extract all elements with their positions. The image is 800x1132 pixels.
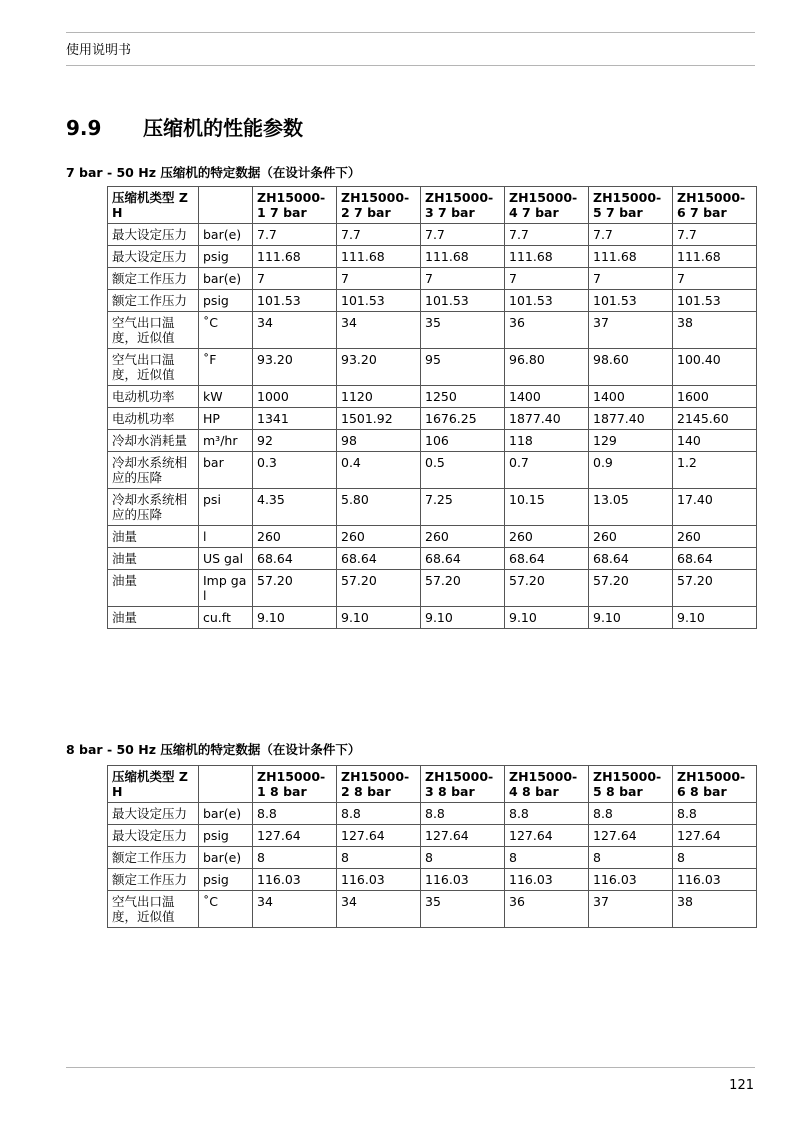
unit-cell: ˚F bbox=[199, 349, 253, 386]
value-cell: 116.03 bbox=[589, 869, 673, 891]
value-cell: 260 bbox=[589, 526, 673, 548]
value-cell: 1676.25 bbox=[421, 408, 505, 430]
table-row bbox=[108, 312, 757, 349]
value-cell: 35 bbox=[421, 312, 505, 349]
table-row bbox=[108, 869, 757, 891]
spec-table-8bar bbox=[107, 765, 757, 928]
value-cell: 37 bbox=[589, 312, 673, 349]
value-cell: 37 bbox=[589, 891, 673, 928]
value-cell: 7 bbox=[505, 268, 589, 290]
value-cell: 111.68 bbox=[505, 246, 589, 268]
value-cell: 260 bbox=[505, 526, 589, 548]
header-cell: ZH15000-1 8 bar bbox=[253, 766, 337, 803]
value-cell: 4.35 bbox=[253, 489, 337, 526]
header-cell: ZH15000-3 8 bar bbox=[421, 766, 505, 803]
header-cell: ZH15000-3 7 bar bbox=[421, 187, 505, 224]
unit-cell: bar(e) bbox=[199, 847, 253, 869]
section-heading bbox=[66, 112, 303, 141]
value-cell: 9.10 bbox=[589, 607, 673, 629]
value-cell: 106 bbox=[421, 430, 505, 452]
table-row bbox=[108, 607, 757, 629]
table-header-row bbox=[108, 187, 757, 224]
value-cell: 7.7 bbox=[337, 224, 421, 246]
value-cell: 17.40 bbox=[673, 489, 757, 526]
unit-cell: bar(e) bbox=[199, 268, 253, 290]
value-cell: 111.68 bbox=[253, 246, 337, 268]
value-cell: 13.05 bbox=[589, 489, 673, 526]
parameter-cell: 电动机功率 bbox=[108, 408, 199, 430]
value-cell: 260 bbox=[421, 526, 505, 548]
parameter-cell: 冷却水消耗量 bbox=[108, 430, 199, 452]
value-cell: 127.64 bbox=[253, 825, 337, 847]
parameter-cell: 最大设定压力 bbox=[108, 803, 199, 825]
value-cell: 68.64 bbox=[421, 548, 505, 570]
unit-cell: psi bbox=[199, 489, 253, 526]
value-cell: 36 bbox=[505, 312, 589, 349]
section-number: 9.9 bbox=[66, 116, 102, 140]
unit-cell: ˚C bbox=[199, 312, 253, 349]
value-cell: 1501.92 bbox=[337, 408, 421, 430]
value-cell: 8 bbox=[421, 847, 505, 869]
value-cell: 8 bbox=[337, 847, 421, 869]
value-cell: 1600 bbox=[673, 386, 757, 408]
value-cell: 8.8 bbox=[505, 803, 589, 825]
value-cell: 36 bbox=[505, 891, 589, 928]
table-row bbox=[108, 349, 757, 386]
value-cell: 34 bbox=[253, 312, 337, 349]
value-cell: 1341 bbox=[253, 408, 337, 430]
value-cell: 127.64 bbox=[589, 825, 673, 847]
table-row bbox=[108, 290, 757, 312]
value-cell: 68.64 bbox=[505, 548, 589, 570]
value-cell: 7 bbox=[337, 268, 421, 290]
header-cell: ZH15000-4 7 bar bbox=[505, 187, 589, 224]
value-cell: 140 bbox=[673, 430, 757, 452]
parameter-cell: 冷却水系统相应的压降 bbox=[108, 452, 199, 489]
value-cell: 7 bbox=[673, 268, 757, 290]
value-cell: 57.20 bbox=[421, 570, 505, 607]
value-cell: 57.20 bbox=[589, 570, 673, 607]
header-cell: ZH15000-5 7 bar bbox=[589, 187, 673, 224]
unit-cell: bar(e) bbox=[199, 803, 253, 825]
value-cell: 111.68 bbox=[589, 246, 673, 268]
header-cell: ZH15000-6 8 bar bbox=[673, 766, 757, 803]
value-cell: 260 bbox=[673, 526, 757, 548]
table-caption-7bar: 7 bar - 50 Hz 压缩机的特定数据（在设计条件下） bbox=[66, 165, 361, 180]
value-cell: 57.20 bbox=[253, 570, 337, 607]
value-cell: 2145.60 bbox=[673, 408, 757, 430]
value-cell: 68.64 bbox=[589, 548, 673, 570]
unit-cell: Imp gal bbox=[199, 570, 253, 607]
value-cell: 7.7 bbox=[589, 224, 673, 246]
parameter-cell: 额定工作压力 bbox=[108, 290, 199, 312]
value-cell: 100.40 bbox=[673, 349, 757, 386]
value-cell: 68.64 bbox=[673, 548, 757, 570]
value-cell: 7.7 bbox=[673, 224, 757, 246]
value-cell: 260 bbox=[253, 526, 337, 548]
table-row bbox=[108, 489, 757, 526]
value-cell: 34 bbox=[337, 312, 421, 349]
value-cell: 9.10 bbox=[673, 607, 757, 629]
header-cell bbox=[199, 766, 253, 803]
header-cell: ZH15000-2 8 bar bbox=[337, 766, 421, 803]
header-cell: ZH15000-4 8 bar bbox=[505, 766, 589, 803]
value-cell: 8.8 bbox=[421, 803, 505, 825]
section-title: 压缩机的性能参数 bbox=[143, 116, 303, 140]
value-cell: 34 bbox=[337, 891, 421, 928]
parameter-cell: 额定工作压力 bbox=[108, 847, 199, 869]
value-cell: 0.4 bbox=[337, 452, 421, 489]
value-cell: 68.64 bbox=[253, 548, 337, 570]
table-row bbox=[108, 408, 757, 430]
value-cell: 1000 bbox=[253, 386, 337, 408]
value-cell: 1400 bbox=[589, 386, 673, 408]
value-cell: 116.03 bbox=[337, 869, 421, 891]
header-cell: 压缩机类型 ZH bbox=[108, 187, 199, 224]
header-rule-bottom bbox=[66, 65, 755, 66]
value-cell: 57.20 bbox=[337, 570, 421, 607]
value-cell: 9.10 bbox=[253, 607, 337, 629]
table-row bbox=[108, 452, 757, 489]
parameter-cell: 油量 bbox=[108, 526, 199, 548]
table-row bbox=[108, 825, 757, 847]
value-cell: 92 bbox=[253, 430, 337, 452]
value-cell: 9.10 bbox=[505, 607, 589, 629]
header-rule-top bbox=[66, 32, 755, 33]
unit-cell: kW bbox=[199, 386, 253, 408]
page-number: 121 bbox=[729, 1078, 754, 1093]
unit-cell: psig bbox=[199, 290, 253, 312]
table-row bbox=[108, 268, 757, 290]
value-cell: 7.7 bbox=[505, 224, 589, 246]
parameter-cell: 空气出口温度，近似值 bbox=[108, 312, 199, 349]
value-cell: 8.8 bbox=[589, 803, 673, 825]
unit-cell: US gal bbox=[199, 548, 253, 570]
parameter-cell: 最大设定压力 bbox=[108, 224, 199, 246]
value-cell: 0.7 bbox=[505, 452, 589, 489]
unit-cell: l bbox=[199, 526, 253, 548]
unit-cell: bar(e) bbox=[199, 224, 253, 246]
value-cell: 101.53 bbox=[673, 290, 757, 312]
table-row bbox=[108, 430, 757, 452]
footer-rule bbox=[66, 1067, 755, 1068]
value-cell: 101.53 bbox=[421, 290, 505, 312]
value-cell: 7.7 bbox=[421, 224, 505, 246]
value-cell: 57.20 bbox=[505, 570, 589, 607]
value-cell: 98.60 bbox=[589, 349, 673, 386]
parameter-cell: 空气出口温度，近似值 bbox=[108, 349, 199, 386]
value-cell: 8 bbox=[673, 847, 757, 869]
value-cell: 8 bbox=[253, 847, 337, 869]
parameter-cell: 最大设定压力 bbox=[108, 825, 199, 847]
parameter-cell: 额定工作压力 bbox=[108, 869, 199, 891]
value-cell: 127.64 bbox=[337, 825, 421, 847]
spec-table-7bar bbox=[107, 186, 757, 629]
value-cell: 0.3 bbox=[253, 452, 337, 489]
value-cell: 127.64 bbox=[421, 825, 505, 847]
unit-cell: HP bbox=[199, 408, 253, 430]
parameter-cell: 油量 bbox=[108, 570, 199, 607]
value-cell: 34 bbox=[253, 891, 337, 928]
header-cell: ZH15000-6 7 bar bbox=[673, 187, 757, 224]
value-cell: 1.2 bbox=[673, 452, 757, 489]
table-row bbox=[108, 224, 757, 246]
parameter-cell: 额定工作压力 bbox=[108, 268, 199, 290]
value-cell: 35 bbox=[421, 891, 505, 928]
value-cell: 93.20 bbox=[253, 349, 337, 386]
value-cell: 116.03 bbox=[421, 869, 505, 891]
unit-cell: ˚C bbox=[199, 891, 253, 928]
value-cell: 111.68 bbox=[337, 246, 421, 268]
parameter-cell: 冷却水系统相应的压降 bbox=[108, 489, 199, 526]
value-cell: 111.68 bbox=[673, 246, 757, 268]
value-cell: 127.64 bbox=[673, 825, 757, 847]
value-cell: 8 bbox=[589, 847, 673, 869]
value-cell: 38 bbox=[673, 312, 757, 349]
value-cell: 93.20 bbox=[337, 349, 421, 386]
value-cell: 9.10 bbox=[337, 607, 421, 629]
unit-cell: psig bbox=[199, 246, 253, 268]
document-header-title: 使用说明书 bbox=[66, 43, 132, 58]
value-cell: 10.15 bbox=[505, 489, 589, 526]
value-cell: 7 bbox=[589, 268, 673, 290]
value-cell: 96.80 bbox=[505, 349, 589, 386]
value-cell: 101.53 bbox=[589, 290, 673, 312]
parameter-cell: 油量 bbox=[108, 607, 199, 629]
value-cell: 101.53 bbox=[505, 290, 589, 312]
value-cell: 0.9 bbox=[589, 452, 673, 489]
value-cell: 68.64 bbox=[337, 548, 421, 570]
header-cell: 压缩机类型 ZH bbox=[108, 766, 199, 803]
header-cell bbox=[199, 187, 253, 224]
header-cell: ZH15000-1 7 bar bbox=[253, 187, 337, 224]
header-cell: ZH15000-5 8 bar bbox=[589, 766, 673, 803]
header-cell: ZH15000-2 7 bar bbox=[337, 187, 421, 224]
value-cell: 98 bbox=[337, 430, 421, 452]
table-row bbox=[108, 548, 757, 570]
value-cell: 9.10 bbox=[421, 607, 505, 629]
value-cell: 116.03 bbox=[253, 869, 337, 891]
value-cell: 116.03 bbox=[673, 869, 757, 891]
value-cell: 1877.40 bbox=[505, 408, 589, 430]
value-cell: 95 bbox=[421, 349, 505, 386]
value-cell: 1250 bbox=[421, 386, 505, 408]
value-cell: 1877.40 bbox=[589, 408, 673, 430]
parameter-cell: 最大设定压力 bbox=[108, 246, 199, 268]
unit-cell: psig bbox=[199, 869, 253, 891]
value-cell: 57.20 bbox=[673, 570, 757, 607]
unit-cell: psig bbox=[199, 825, 253, 847]
table-row bbox=[108, 526, 757, 548]
value-cell: 1400 bbox=[505, 386, 589, 408]
table-row bbox=[108, 891, 757, 928]
value-cell: 101.53 bbox=[253, 290, 337, 312]
value-cell: 38 bbox=[673, 891, 757, 928]
table-row bbox=[108, 847, 757, 869]
value-cell: 101.53 bbox=[337, 290, 421, 312]
value-cell: 8.8 bbox=[253, 803, 337, 825]
value-cell: 116.03 bbox=[505, 869, 589, 891]
value-cell: 7 bbox=[253, 268, 337, 290]
unit-cell: cu.ft bbox=[199, 607, 253, 629]
table-row bbox=[108, 570, 757, 607]
value-cell: 7 bbox=[421, 268, 505, 290]
table-caption-8bar: 8 bar - 50 Hz 压缩机的特定数据（在设计条件下） bbox=[66, 742, 361, 757]
parameter-cell: 空气出口温度，近似值 bbox=[108, 891, 199, 928]
table-row bbox=[108, 803, 757, 825]
value-cell: 7.25 bbox=[421, 489, 505, 526]
value-cell: 8.8 bbox=[337, 803, 421, 825]
value-cell: 5.80 bbox=[337, 489, 421, 526]
value-cell: 0.5 bbox=[421, 452, 505, 489]
value-cell: 111.68 bbox=[421, 246, 505, 268]
value-cell: 129 bbox=[589, 430, 673, 452]
unit-cell: m³/hr bbox=[199, 430, 253, 452]
parameter-cell: 油量 bbox=[108, 548, 199, 570]
value-cell: 8 bbox=[505, 847, 589, 869]
value-cell: 7.7 bbox=[253, 224, 337, 246]
parameter-cell: 电动机功率 bbox=[108, 386, 199, 408]
value-cell: 260 bbox=[337, 526, 421, 548]
value-cell: 118 bbox=[505, 430, 589, 452]
value-cell: 1120 bbox=[337, 386, 421, 408]
value-cell: 127.64 bbox=[505, 825, 589, 847]
value-cell: 8.8 bbox=[673, 803, 757, 825]
table-row bbox=[108, 386, 757, 408]
table-header-row bbox=[108, 766, 757, 803]
unit-cell: bar bbox=[199, 452, 253, 489]
table-row bbox=[108, 246, 757, 268]
